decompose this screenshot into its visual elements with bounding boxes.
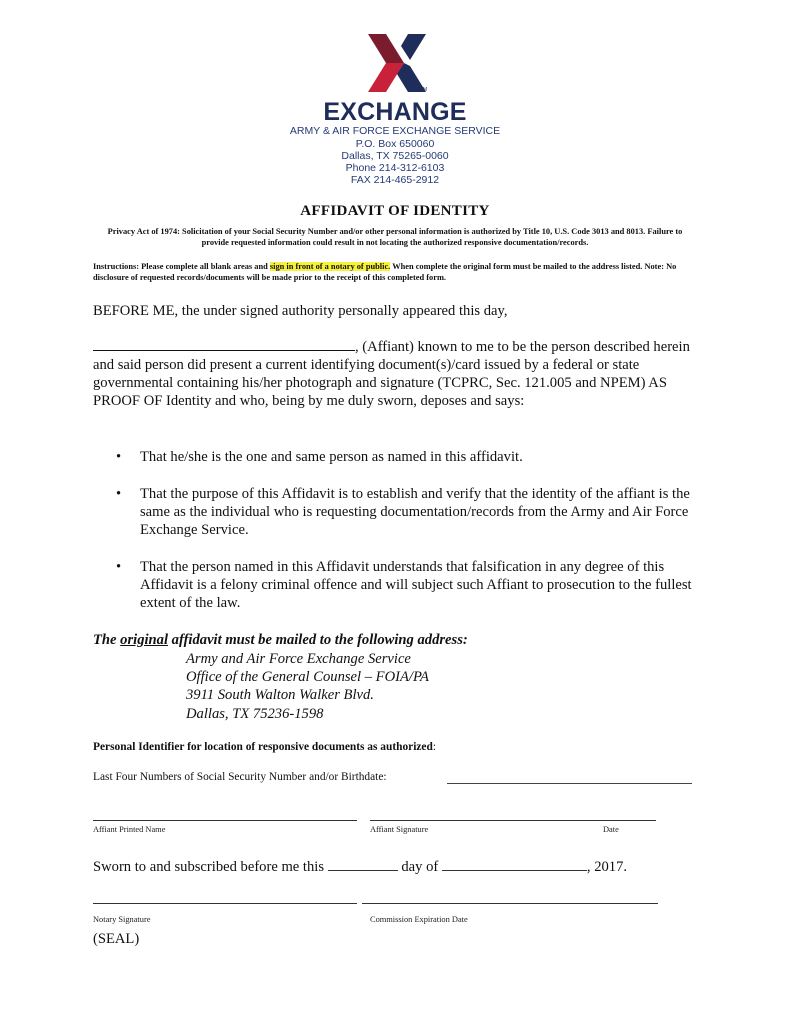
bullet-icon: • xyxy=(116,559,122,575)
address-phone: Phone 214-312-6103 xyxy=(345,162,445,174)
sworn-day-field[interactable] xyxy=(328,858,398,871)
bullet-icon: • xyxy=(116,486,122,502)
trademark-mark: TM xyxy=(420,87,428,93)
personal-identifier-heading-text: Personal Identifier for location of responsive documents as authorized xyxy=(93,741,433,753)
mailing-heading-prefix: The xyxy=(93,632,121,648)
affiant-name-field[interactable] xyxy=(93,338,355,351)
brand-name: EXCHANGE xyxy=(323,98,467,126)
mailing-address-line: Dallas, TX 75236-1598 xyxy=(186,705,324,722)
affidavit-statements xyxy=(93,448,703,612)
instructions xyxy=(93,261,697,283)
address-po-box: P.O. Box 650060 xyxy=(355,138,435,150)
statement-item xyxy=(93,448,703,466)
statement-text: That the purpose of this Affidavit is to establish and verify that the identity of the affiant is the same as the individual who is requesting documentation/records from the Army and Air Force Exchange Service. xyxy=(140,486,690,538)
mailing-address xyxy=(186,650,429,723)
statement-item xyxy=(93,558,703,612)
personal-identifier-heading xyxy=(93,741,436,753)
mailing-address-line: 3911 South Walton Walker Blvd. xyxy=(186,687,374,704)
mailing-address-line: Office of the General Counsel – FOIA/PA xyxy=(186,669,429,686)
affiant-signature-label: Affiant Signature xyxy=(370,825,429,834)
affiant-paragraph xyxy=(93,338,703,410)
sworn-statement xyxy=(93,858,627,876)
sworn-middle: day of xyxy=(401,859,439,875)
sworn-month-field[interactable] xyxy=(442,858,587,871)
mailing-heading-emphasis: original xyxy=(120,632,169,648)
affiant-printed-name-label: Affiant Printed Name xyxy=(93,825,166,834)
notary-signature-field[interactable] xyxy=(93,903,357,904)
commission-expiration-field[interactable] xyxy=(362,903,658,904)
organization-name: ARMY & AIR FORCE EXCHANGE SERVICE xyxy=(289,125,501,137)
affiant-paragraph-text: , (Affiant) known to me to be the person described herein and said person did present a current identifying document(s)/card issued by a federal or state governmental containing his/her photograph and signature (TCPRC, Sec. 121.005 and NPEM) AS PROOF OF Identity and who, being by me duly sworn, deposes and says: xyxy=(93,339,690,409)
colon: : xyxy=(432,741,436,753)
notary-signature-label: Notary Signature xyxy=(93,915,151,924)
mailing-heading-suffix: affidavit must be mailed to the following address: xyxy=(168,632,468,648)
before-me-statement: BEFORE ME, the under signed authority personally appeared this day, xyxy=(93,303,508,319)
seal-placeholder: (SEAL) xyxy=(93,931,140,947)
instructions-text-after: When complete the original form must be mailed to the address listed. Note: No disclosure of requested records/documents will be made prior to the receipt of this completed form. xyxy=(93,262,677,282)
mailing-address-line: Army and Air Force Exchange Service xyxy=(186,651,411,667)
privacy-notice: Privacy Act of 1974: Solicitation of your Social Security Number and/or other personal information is authorized by Title 10, U.S. Code 3013 and 8013. Failure to provide requested information could result in not locating the authorized responsive documentation/records. xyxy=(107,227,683,247)
sworn-year: , 2017. xyxy=(586,859,628,875)
affiant-signature-field[interactable] xyxy=(370,820,656,821)
sworn-prefix: Sworn to and subscribed before me this xyxy=(93,859,325,875)
commission-expiration-label: Commission Expiration Date xyxy=(370,915,468,924)
statement-text: That he/she is the one and same person as named in this affidavit. xyxy=(140,449,523,465)
affiant-printed-name-field[interactable] xyxy=(93,820,357,821)
address-fax: FAX 214-465-2912 xyxy=(350,174,440,186)
document-title: AFFIDAVIT OF IDENTITY xyxy=(300,203,490,219)
instructions-text-before: Instructions: Please complete all blank areas and xyxy=(93,262,270,271)
statement-item xyxy=(93,485,703,539)
highlighted-instruction: sign in front of a notary of public. xyxy=(269,262,391,271)
ssn-birthdate-field[interactable] xyxy=(447,783,692,784)
ssn-label: Last Four Numbers of Social Security Number and/or Birthdate: xyxy=(93,771,387,783)
address-city: Dallas, TX 75265-0060 xyxy=(341,150,449,162)
exchange-x-logo-icon xyxy=(366,34,430,92)
date-label: Date xyxy=(603,825,619,834)
bullet-icon: • xyxy=(116,449,122,465)
mailing-heading xyxy=(93,632,468,649)
statement-text: That the person named in this Affidavit understands that falsification in any degree of this Affidavit is a felony criminal offence and will subject such Affiant to prosecution to the fullest extent of the law. xyxy=(140,559,692,611)
